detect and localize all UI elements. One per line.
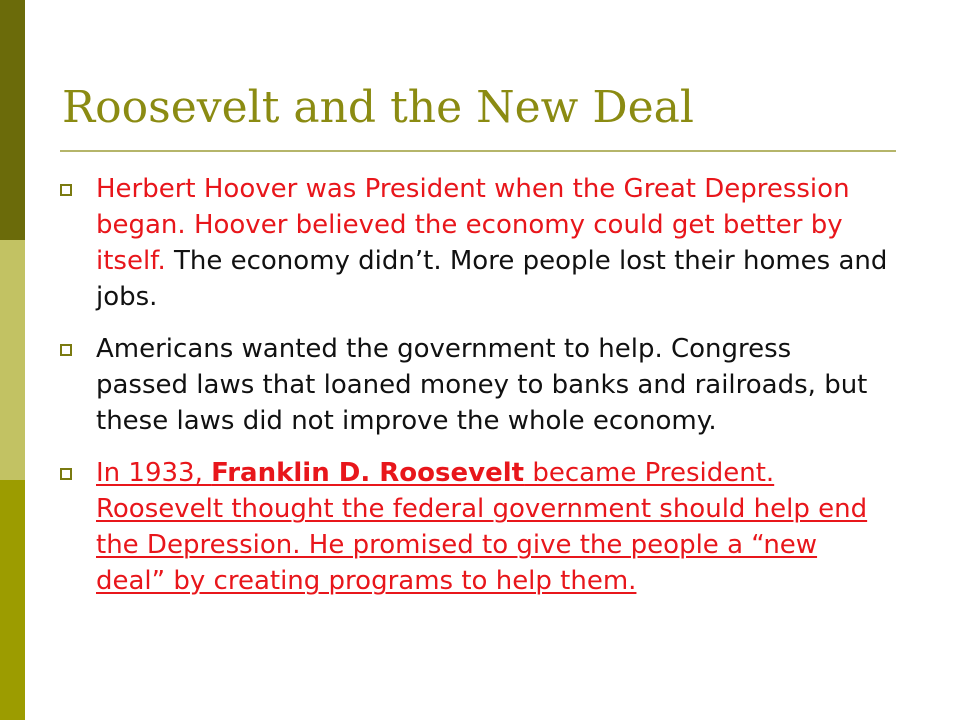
- bullet-roosevelt-name: Franklin D. Roosevelt: [211, 458, 525, 488]
- bullet-roosevelt-post: became President. Roosevelt thought the federal government should help end the Depression. He promised to give the people a “new deal” by creating programs to help them.: [96, 458, 868, 596]
- square-bullet-icon: [60, 344, 72, 356]
- title-divider: [60, 150, 896, 152]
- bullet-hoover: [60, 171, 890, 315]
- sidebar-strip-bottom: [0, 480, 25, 720]
- sidebar-strip-middle: [0, 240, 25, 480]
- bullet-roosevelt-pre: In 1933,: [96, 458, 212, 488]
- bullet-congress-text: Americans wanted the government to help. Congress passed laws that loaned money to banks and railroads, but these laws did not improve the whole economy.: [96, 334, 868, 436]
- square-bullet-icon: [60, 184, 72, 196]
- bullet-hoover-black-text: The economy didn’t. More people lost their homes and jobs.: [96, 246, 888, 312]
- square-bullet-icon: [60, 468, 72, 480]
- bullet-roosevelt: [60, 455, 890, 599]
- slide-title: Roosevelt and the New Deal: [62, 82, 694, 133]
- sidebar-strip-top: [0, 0, 25, 240]
- bullet-list: [60, 171, 890, 615]
- bullet-hoover-red-text: Herbert Hoover was President when the Great Depression began. Hoover believed the economy could get better by itself.: [96, 174, 850, 276]
- bullet-congress: [60, 331, 890, 439]
